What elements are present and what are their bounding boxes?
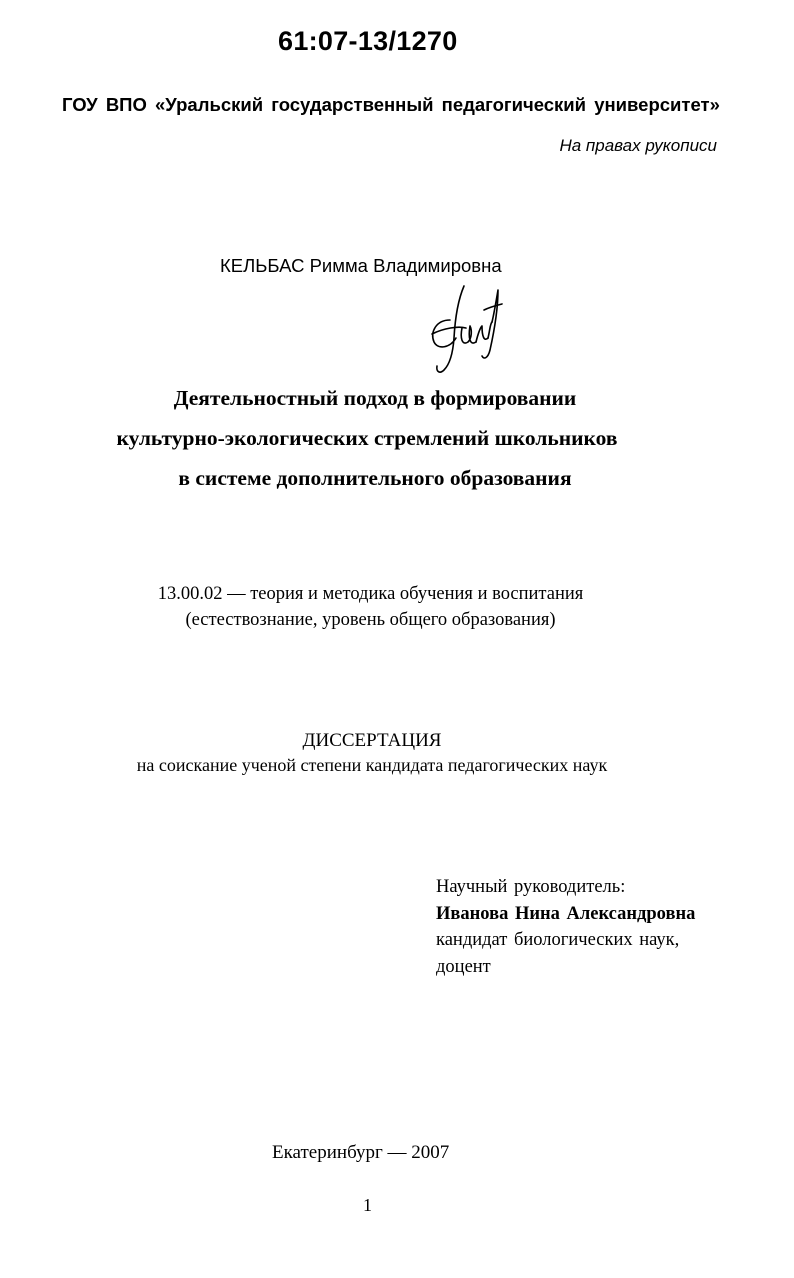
advisor-label: Научный руководитель: <box>436 877 626 897</box>
title-line-1: Деятельностный подход в формировании <box>173 386 577 410</box>
title-line-2: культурно-экологических стремлений школьников <box>116 426 618 450</box>
specialty-line-1: 13.00.02 — теория и методика обучения и воспитания <box>157 584 584 604</box>
city-year: Екатеринбург — 2007 <box>272 1142 450 1163</box>
specialty-line-2: (естествознание, уровень общего образования) <box>185 610 556 630</box>
title-line-3: в системе дополнительного образования <box>178 466 572 490</box>
advisor-degree: кандидат биологических наук, <box>436 930 680 950</box>
advisor-name: Иванова Нина Александровна <box>436 903 696 924</box>
page-number: 1 <box>363 1195 372 1215</box>
manuscript-rights: На правах рукописи <box>559 136 717 155</box>
dissertation-title <box>0 378 794 498</box>
advisor-rank: доцент <box>436 956 491 977</box>
specialty-block <box>0 581 794 633</box>
dissertation-label-block <box>0 728 794 778</box>
university-name: ГОУ ВПО «Уральский государственный педагогический университет» <box>62 94 720 115</box>
dissertation-heading: ДИССЕРТАЦИЯ <box>302 730 442 751</box>
author-signature <box>424 280 510 376</box>
dissertation-subtitle: на соискание ученой степени кандидата педагогических наук <box>136 755 608 775</box>
catalog-number: 61:07-13/1270 <box>278 26 458 56</box>
advisor-block <box>436 874 695 980</box>
author-name: КЕЛЬБАС Римма Владимировна <box>220 255 502 276</box>
